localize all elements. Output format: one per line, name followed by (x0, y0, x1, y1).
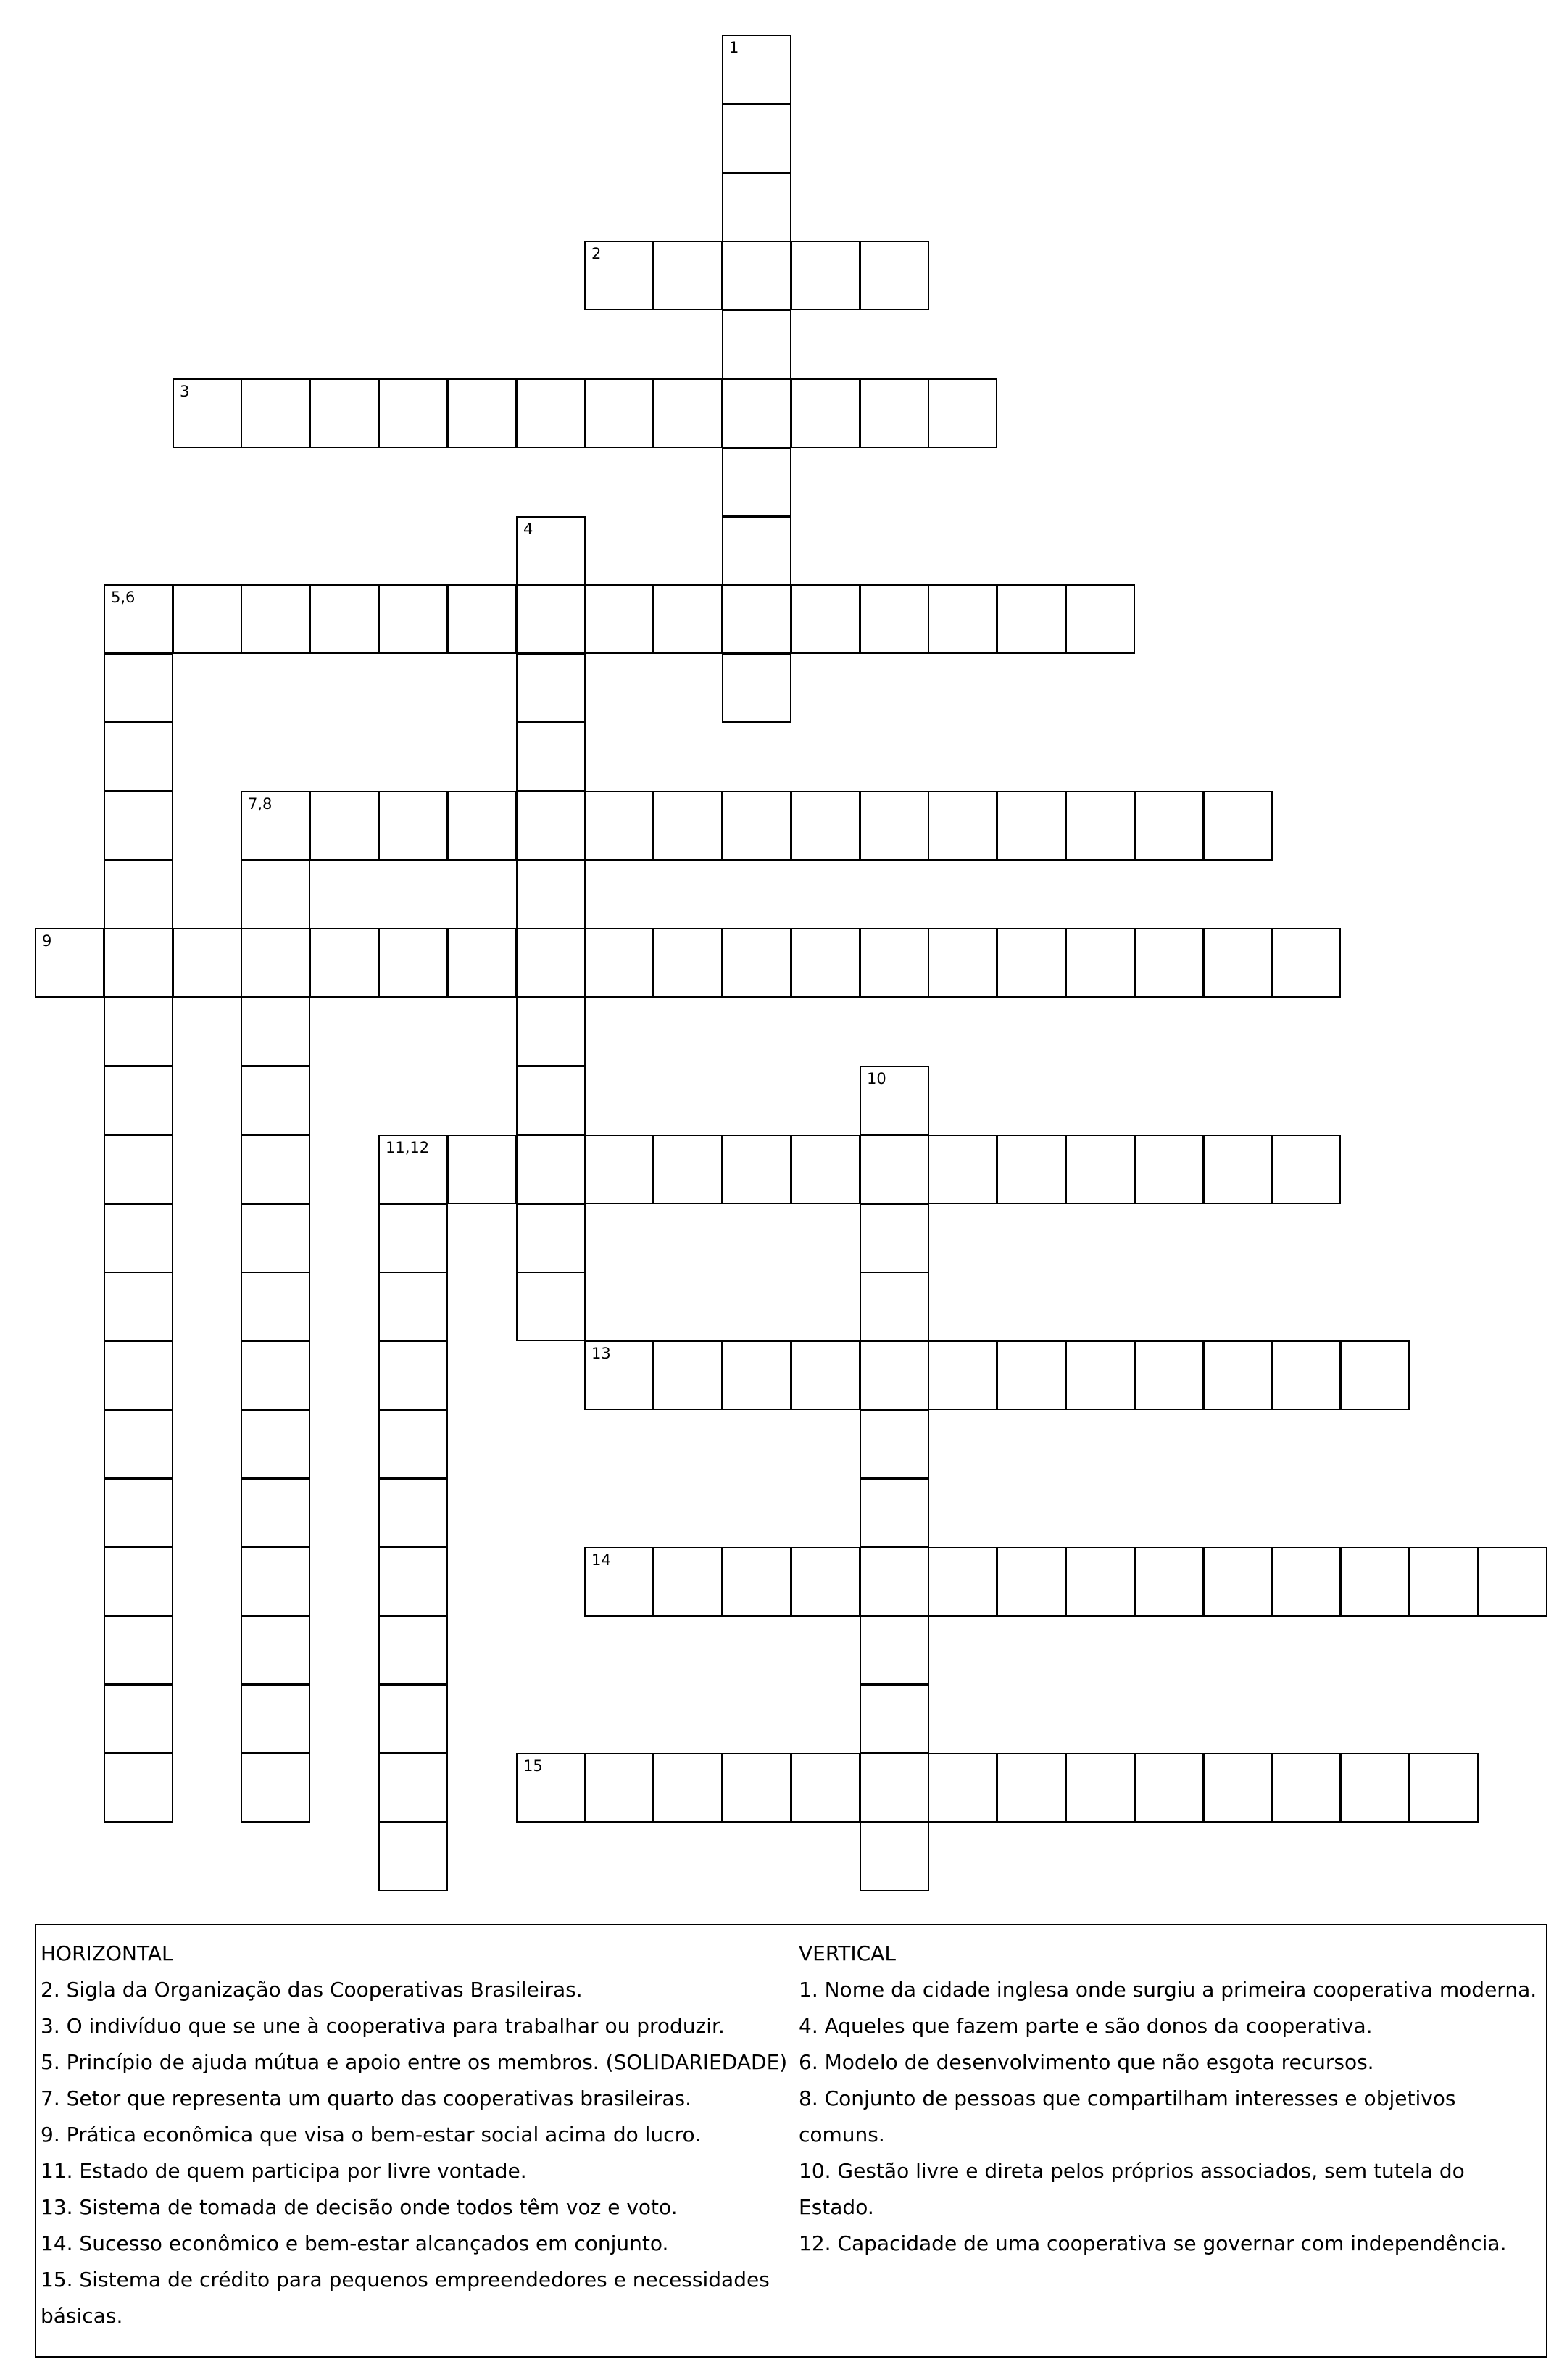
crossword-cell[interactable] (378, 1615, 448, 1685)
crossword-cell[interactable] (584, 1547, 654, 1617)
crossword-cell[interactable] (173, 378, 242, 448)
crossword-cell[interactable] (104, 1478, 173, 1548)
crossword-cell[interactable] (1271, 1135, 1341, 1204)
clue-v-8: 8. Conjunto de pessoas que compartilham interesses e objetivos comuns. (799, 2086, 1463, 2147)
crossword-cell[interactable] (1203, 1135, 1273, 1204)
clue-number: 10 (867, 1070, 886, 1087)
crossword-cell[interactable] (860, 1340, 929, 1410)
crossword-cell[interactable] (584, 928, 654, 998)
clue-number: 5,6 (111, 589, 136, 606)
crossword-cell[interactable] (241, 1272, 310, 1341)
crossword-cell[interactable] (104, 1615, 173, 1685)
crossword-cell[interactable] (860, 1409, 929, 1479)
crossword-cell[interactable] (378, 584, 448, 654)
crossword-cell[interactable] (860, 1822, 929, 1891)
clue-v-4: 4. Aqueles que fazem parte e são donos da cooperativa. (799, 2014, 1373, 2038)
crossword-cell[interactable] (928, 1547, 997, 1617)
clue-h-7: 7. Setor que representa um quarto das cooperativas brasileiras. (41, 2086, 691, 2110)
crossword-cell[interactable] (241, 1340, 310, 1410)
crossword-cell[interactable] (653, 584, 723, 654)
vertical-title: VERTICAL (799, 1941, 896, 1965)
crossword-cell[interactable] (241, 997, 310, 1066)
crossword-cell[interactable] (241, 1547, 310, 1617)
crossword-cell[interactable] (241, 1409, 310, 1479)
crossword-cell[interactable] (241, 1203, 310, 1273)
crossword-cell[interactable] (928, 1753, 997, 1823)
crossword-cell[interactable] (722, 516, 791, 586)
crossword-cell[interactable] (447, 928, 517, 998)
crossword-cell[interactable] (1203, 928, 1273, 998)
crossword-cell[interactable] (516, 1066, 586, 1135)
crossword-cell[interactable] (241, 860, 310, 929)
crossword-cell[interactable] (516, 722, 586, 792)
horizontal-clues (41, 1936, 794, 2334)
clue-h-13: 13. Sistema de tomada de decisão onde todos têm voz e voto. (41, 2195, 678, 2219)
crossword-cell[interactable] (584, 1753, 654, 1823)
crossword-cell[interactable] (241, 1478, 310, 1548)
crossword-cell[interactable] (104, 1753, 173, 1823)
crossword-cell[interactable] (104, 860, 173, 929)
clue-number: 2 (591, 245, 602, 262)
crossword-cell[interactable] (653, 378, 723, 448)
crossword-cell[interactable] (1203, 1340, 1273, 1410)
clue-number: 9 (42, 932, 52, 950)
crossword-cell[interactable] (1134, 928, 1204, 998)
crossword-cell[interactable] (104, 653, 173, 723)
crossword-cell[interactable] (309, 928, 379, 998)
crossword-cell[interactable] (378, 1547, 448, 1617)
crossword-cell[interactable] (516, 584, 586, 654)
crossword-cell[interactable] (928, 928, 997, 998)
crossword-cell[interactable] (1134, 1753, 1204, 1823)
crossword-cell[interactable] (1065, 1547, 1135, 1617)
crossword-cell[interactable] (309, 378, 379, 448)
crossword-cell[interactable] (516, 653, 586, 723)
crossword-cell[interactable] (516, 378, 586, 448)
crossword-cell[interactable] (516, 997, 586, 1066)
clue-h-9: 9. Prática econômica que visa o bem-estar social acima do lucro. (41, 2123, 701, 2147)
crossword-cell[interactable] (378, 1409, 448, 1479)
crossword-cell[interactable] (791, 241, 860, 310)
crossword-cell[interactable] (1409, 1547, 1479, 1617)
crossword-cell[interactable] (928, 1340, 997, 1410)
crossword-cell[interactable] (241, 584, 310, 654)
crossword-cell[interactable] (378, 378, 448, 448)
clue-h-15: 15. Sistema de crédito para pequenos empreendedores e necessidades básicas. (41, 2268, 770, 2328)
crossword-cell[interactable] (860, 1547, 929, 1617)
crossword-cell[interactable] (791, 791, 860, 861)
crossword-cell[interactable] (516, 791, 586, 861)
crossword-cell[interactable] (35, 928, 104, 998)
crossword-cell[interactable] (653, 1135, 723, 1204)
crossword-cell[interactable] (653, 241, 723, 310)
crossword-cell[interactable] (104, 1135, 173, 1204)
crossword-cell[interactable] (1340, 1547, 1410, 1617)
crossword-cell[interactable] (928, 584, 997, 654)
crossword-cell[interactable] (1065, 791, 1135, 861)
crossword-cell[interactable] (104, 1272, 173, 1341)
crossword-cell[interactable] (173, 928, 242, 998)
crossword-cell[interactable] (1134, 791, 1204, 861)
crossword-cell[interactable] (1203, 1547, 1273, 1617)
crossword-cell[interactable] (860, 584, 929, 654)
crossword-cell[interactable] (104, 722, 173, 792)
crossword-cell[interactable] (378, 1822, 448, 1891)
crossword-cell[interactable] (241, 1066, 310, 1135)
crossword-cell[interactable] (653, 1547, 723, 1617)
crossword-cell[interactable] (1065, 584, 1135, 654)
clue-number: 1 (729, 39, 739, 57)
crossword-cell[interactable] (860, 241, 929, 310)
crossword-cell[interactable] (722, 928, 791, 998)
crossword-cell[interactable] (860, 1478, 929, 1548)
crossword-cell[interactable] (584, 1340, 654, 1410)
crossword-cell[interactable] (104, 1066, 173, 1135)
crossword-cell[interactable] (378, 1478, 448, 1548)
crossword-cell[interactable] (104, 584, 173, 654)
crossword-cell[interactable] (104, 791, 173, 861)
crossword-cell[interactable] (241, 1684, 310, 1754)
crossword-cell[interactable] (584, 1135, 654, 1204)
clue-v-1: 1. Nome da cidade inglesa onde surgiu a primeira cooperativa moderna. (799, 1978, 1537, 2002)
crossword-cell[interactable] (860, 1135, 929, 1204)
crossword-cell[interactable] (860, 1066, 929, 1135)
crossword-cell[interactable] (791, 378, 860, 448)
crossword-cell[interactable] (860, 1272, 929, 1341)
crossword-cell[interactable] (241, 928, 310, 998)
crossword-cell[interactable] (653, 1340, 723, 1410)
crossword-cell[interactable] (791, 1753, 860, 1823)
clue-number: 7,8 (248, 795, 273, 813)
crossword-cell[interactable] (1203, 791, 1273, 861)
crossword-cell[interactable] (378, 928, 448, 998)
crossword-cell[interactable] (378, 1272, 448, 1341)
crossword-cell[interactable] (722, 1340, 791, 1410)
crossword-cell[interactable] (1340, 1753, 1410, 1823)
crossword-cell[interactable] (860, 1684, 929, 1754)
crossword-cell[interactable] (104, 997, 173, 1066)
crossword-cell[interactable] (584, 241, 654, 310)
crossword-cell[interactable] (928, 791, 997, 861)
crossword-cell[interactable] (104, 928, 173, 998)
crossword-cell[interactable] (791, 584, 860, 654)
crossword-cell[interactable] (928, 1135, 997, 1204)
crossword-cell[interactable] (378, 1340, 448, 1410)
crossword-cell[interactable] (791, 1135, 860, 1204)
clue-number: 13 (591, 1345, 611, 1362)
crossword-cell[interactable] (104, 1203, 173, 1273)
crossword-cell[interactable] (1065, 1340, 1135, 1410)
crossword-cell[interactable] (1271, 928, 1341, 998)
crossword-cell[interactable] (722, 104, 791, 173)
crossword-cell[interactable] (1478, 1547, 1547, 1617)
crossword-cell[interactable] (104, 1340, 173, 1410)
crossword-cell[interactable] (516, 1753, 586, 1823)
crossword-cell[interactable] (860, 1203, 929, 1273)
crossword-cell[interactable] (997, 928, 1066, 998)
crossword-cell[interactable] (997, 1135, 1066, 1204)
crossword-cell[interactable] (516, 1203, 586, 1273)
clue-number: 4 (523, 521, 533, 538)
clue-box (35, 1924, 1547, 2358)
crossword-cell[interactable] (173, 584, 242, 654)
crossword-cell[interactable] (860, 791, 929, 861)
crossword-cell[interactable] (997, 1340, 1066, 1410)
crossword-cell[interactable] (997, 791, 1066, 861)
crossword-cell[interactable] (447, 584, 517, 654)
clue-number: 14 (591, 1551, 611, 1569)
crossword-cell[interactable] (997, 584, 1066, 654)
crossword-cell[interactable] (516, 1135, 586, 1204)
crossword-cell[interactable] (722, 1753, 791, 1823)
crossword-cell[interactable] (378, 1753, 448, 1823)
crossword-cell[interactable] (241, 378, 310, 448)
crossword-cell[interactable] (722, 653, 791, 723)
clue-h-5: 5. Princípio de ajuda mútua e apoio entre os membros. (SOLIDARIEDADE) (41, 2050, 788, 2074)
crossword-cell[interactable] (791, 1340, 860, 1410)
crossword-cell[interactable] (584, 584, 654, 654)
clue-h-14: 14. Sucesso econômico e bem-estar alcançados em conjunto. (41, 2231, 669, 2255)
crossword-cell[interactable] (722, 584, 791, 654)
crossword-cell[interactable] (860, 378, 929, 448)
clue-number: 11,12 (386, 1139, 430, 1156)
crossword-cell[interactable] (860, 1753, 929, 1823)
crossword-cell[interactable] (447, 1135, 517, 1204)
crossword-cell[interactable] (1134, 1135, 1204, 1204)
crossword-cell[interactable] (309, 791, 379, 861)
crossword-cell[interactable] (104, 1684, 173, 1754)
crossword-cell[interactable] (928, 378, 997, 448)
crossword-cell[interactable] (516, 860, 586, 929)
crossword-cell[interactable] (722, 378, 791, 448)
crossword-cell[interactable] (516, 928, 586, 998)
crossword-cell[interactable] (722, 791, 791, 861)
crossword-cell[interactable] (516, 516, 586, 586)
crossword-cell[interactable] (1271, 1340, 1341, 1410)
crossword-cell[interactable] (791, 1547, 860, 1617)
crossword-cell[interactable] (653, 1753, 723, 1823)
crossword-cell[interactable] (791, 928, 860, 998)
clue-number: 15 (523, 1757, 543, 1775)
crossword-cell[interactable] (241, 1753, 310, 1823)
crossword-cell[interactable] (1409, 1753, 1479, 1823)
crossword-cell[interactable] (1065, 1753, 1135, 1823)
crossword-cell[interactable] (241, 791, 310, 861)
crossword-cell[interactable] (104, 1547, 173, 1617)
crossword-cell[interactable] (722, 35, 791, 104)
crossword-cell[interactable] (997, 1547, 1066, 1617)
crossword-cell[interactable] (722, 1135, 791, 1204)
vertical-clues (799, 1936, 1538, 2262)
crossword-cell[interactable] (309, 584, 379, 654)
clue-h-11: 11. Estado de quem participa por livre vontade. (41, 2159, 527, 2183)
crossword-cell[interactable] (1134, 1340, 1204, 1410)
crossword-cell[interactable] (1340, 1340, 1410, 1410)
crossword-cell[interactable] (722, 173, 791, 242)
crossword-cell[interactable] (722, 241, 791, 310)
clue-v-12: 12. Capacidade de uma cooperativa se governar com independência. (799, 2231, 1507, 2255)
crossword-cell[interactable] (722, 310, 791, 379)
crossword-cell[interactable] (584, 378, 654, 448)
crossword-cell[interactable] (516, 1272, 586, 1341)
crossword-cell[interactable] (1271, 1753, 1341, 1823)
clue-v-6: 6. Modelo de desenvolvimento que não esgota recursos. (799, 2050, 1374, 2074)
crossword-cell[interactable] (447, 791, 517, 861)
crossword-cell[interactable] (378, 1135, 448, 1204)
crossword-cell[interactable] (997, 1753, 1066, 1823)
clue-h-2: 2. Sigla da Organização das Cooperativas Brasileiras. (41, 1978, 583, 2002)
crossword-cell[interactable] (378, 1203, 448, 1273)
crossword-cell[interactable] (447, 378, 517, 448)
crossword-cell[interactable] (1065, 1135, 1135, 1204)
horizontal-title: HORIZONTAL (41, 1941, 173, 1965)
crossword-cell[interactable] (860, 1615, 929, 1685)
crossword-cell[interactable] (1203, 1753, 1273, 1823)
crossword-cell[interactable] (1134, 1547, 1204, 1617)
crossword-cell[interactable] (241, 1615, 310, 1685)
crossword-cell[interactable] (378, 791, 448, 861)
crossword-cell[interactable] (653, 791, 723, 861)
crossword-cell[interactable] (722, 1547, 791, 1617)
crossword-cell[interactable] (860, 928, 929, 998)
clue-v-10: 10. Gestão livre e direta pelos próprios associados, sem tutela do Estado. (799, 2159, 1471, 2219)
crossword-cell[interactable] (1065, 928, 1135, 998)
crossword-cell[interactable] (1271, 1547, 1341, 1617)
clue-h-3: 3. O indivíduo que se une à cooperativa para trabalhar ou produzir. (41, 2014, 725, 2038)
crossword-cell[interactable] (722, 447, 791, 517)
clue-number: 3 (180, 383, 190, 400)
crossword-cell[interactable] (241, 1135, 310, 1204)
crossword-cell[interactable] (378, 1684, 448, 1754)
crossword-cell[interactable] (104, 1409, 173, 1479)
crossword-cell[interactable] (584, 791, 654, 861)
crossword-cell[interactable] (653, 928, 723, 998)
